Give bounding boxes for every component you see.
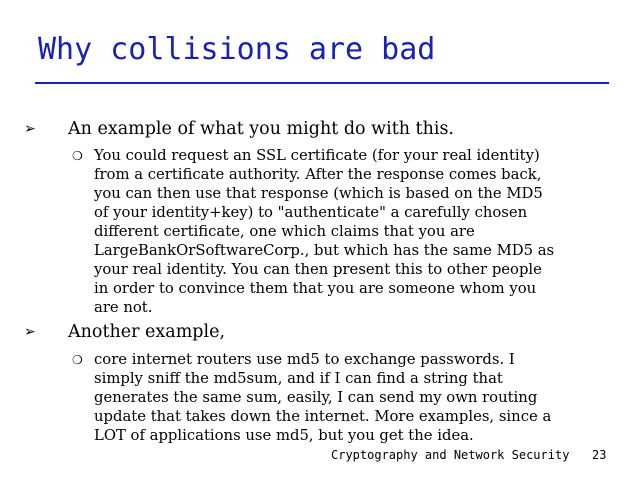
sub-bullet-text: You could request an SSL certificate (for your real identity) from a certificate authority. After the response comes back, you can then use that response (which is based on the MD5 of your identity+key) to "authenticate" a carefully chosen different certificate, one which claims that you are LargeBankOrSoftwareCorp., but which has the same MD5 as your real identity. You can then present this to other people in order to convince them that you are someone whom you are not. [94,147,555,316]
circle-bullet-icon: ❍ [72,149,83,163]
bullet-text: An example of what you might do with this. [68,119,454,139]
footer-text: Cryptography and Network Security [331,448,570,462]
bullet-text: Another example, [68,322,226,342]
sub-bullet-item [72,350,572,448]
slide-title: Why collisions are bad [38,32,436,67]
title-underline [35,82,609,84]
arrow-bullet-icon: ➢ [24,324,36,340]
bullet-item [24,118,614,140]
bullet-item [24,321,614,343]
circle-bullet-icon: ❍ [72,353,83,367]
sub-bullet-item [72,146,572,321]
sub-bullet-text: core internet routers use md5 to exchange passwords. I simply sniff the md5sum, and if I can find a string that generates the same sum, easily, I can send my own routing update that takes down the internet. More examples, since a LOT of applications use md5, but you get the idea. [94,351,552,444]
arrow-bullet-icon: ➢ [24,121,36,137]
page-number: 23 [592,448,607,462]
